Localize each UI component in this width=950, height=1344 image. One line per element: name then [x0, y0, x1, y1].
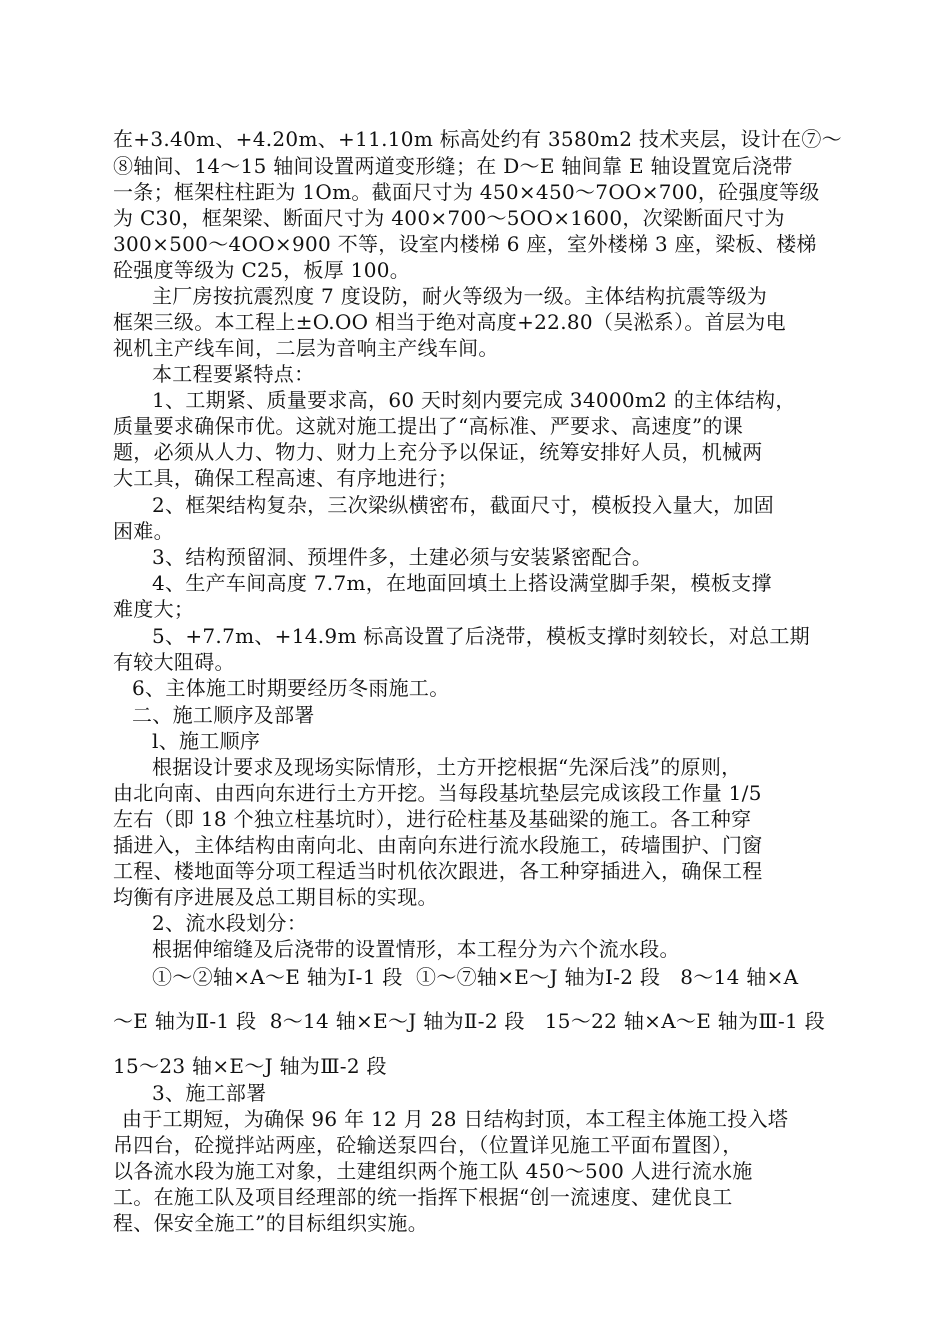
flow-section-line: ～E 轴为Ⅱ-1 段 8～14 轴×E～J 轴为Ⅱ-2 段 15～22 轴×A～E 轴为Ⅲ-1 段	[113, 1009, 826, 1033]
text-line: 质量要求确保市优。这就对施工提出了“高标准、严要求、高速度”的课	[113, 414, 744, 438]
text-line: 框架三级。本工程上±O.OO 相当于绝对高度+22.80（吴淞系）。首层为电	[113, 310, 786, 334]
text-line: 主厂房按抗震烈度 7 度设防，耐火等级为一级。主体结构抗震等级为	[152, 284, 768, 308]
text-line: 视机主产线车间，二层为音响主产线车间。	[113, 336, 499, 360]
text-line: 吊四台，砼搅拌站两座，砼输送泵四台，（位置详见施工平面布置图），	[113, 1133, 743, 1157]
text-line: 左右（即 18 个独立柱基坑时），进行砼柱基及基础梁的施工。各工种穿	[113, 807, 752, 831]
text-line: 由北向南、由西向东进行土方开挖。当每段基坑垫层完成该段工作量 1/5	[113, 781, 762, 805]
text-line: 一条；框架柱柱距为 1Om。截面尺寸为 450×450～7OO×700，砼强度等级	[113, 180, 820, 204]
text-line: 大工具，确保工程高速、有序地进行；	[113, 466, 459, 490]
text-line: 2、框架结构复杂，三次梁纵横密布，截面尺寸，模板投入量大，加固	[152, 493, 775, 517]
text-line: 300×500～4OO×900 不等，设室内楼梯 6 座，室外楼梯 3 座，梁板、楼梯	[113, 232, 817, 256]
text-line: 5、+7.7m、+14.9m 标高设置了后浇带，模板支撑时刻较长，对总工期	[152, 624, 810, 648]
text-line: 工程、楼地面等分项工程适当时机依次跟进，各工种穿插进入，确保工程	[113, 859, 763, 883]
text-line: 在+3.40m、+4.20m、+11.10m 标高处约有 3580m2 技术夹层，设计在⑦～	[113, 127, 842, 151]
text-line: 根据伸缩缝及后浇带的设置情形，本工程分为六个流水段。	[152, 937, 680, 961]
text-line: ⑧轴间、14～15 轴间设置两道变形缝；在 D～E 轴间靠 E 轴设置宽后浇带	[113, 154, 793, 178]
text-line: 6、主体施工时期要经历冬雨施工。	[132, 676, 450, 700]
text-line: 均衡有序进展及总工期目标的实现。	[113, 885, 438, 909]
text-line: 难度大；	[113, 597, 195, 621]
text-line: 为 C30，框架梁、断面尺寸为 400×700～5OO×1600，次梁断面尺寸为	[113, 206, 785, 230]
flow-section-line: ①～②轴×A～E 轴为Ⅰ-1 段 ①～⑦轴×E～J 轴为Ⅰ-2 段 8～14 轴×A	[152, 965, 799, 989]
text-line: 由于工期短，为确保 96 年 12 月 28 日结构封顶，本工程主体施工投入塔	[122, 1107, 789, 1131]
text-line: 题，必须从人力、物力、财力上充分予以保证，统筹安排好人员，机械两	[113, 440, 763, 464]
flow-section-line: 15～23 轴×E～J 轴为Ⅲ-2 段	[113, 1054, 387, 1078]
subsection-heading: l、施工顺序	[152, 729, 261, 753]
text-line: 工。在施工队及项目经理部的统一指挥下根据“创一流速度、建优良工	[113, 1185, 733, 1209]
section-heading: 二、施工顺序及部署	[132, 703, 315, 727]
text-line: 困难。	[113, 519, 174, 543]
text-line: 插进入，主体结构由南向北、由南向东进行流水段施工，砖墙围护、门窗	[113, 833, 763, 857]
text-line: 3、结构预留洞、预埋件多，土建必须与安装紧密配合。	[152, 545, 653, 569]
text-line: 程、保安全施工”的目标组织实施。	[113, 1211, 429, 1235]
text-line: 4、生产车间高度 7.7m，在地面回填土上搭设满堂脚手架，模板支撑	[152, 571, 772, 595]
subsection-heading: 2、流水段划分：	[152, 911, 308, 935]
text-line: 本工程要紧特点：	[152, 362, 315, 386]
text-line: 有较大阻碍。	[113, 650, 235, 674]
subsection-heading: 3、施工部署	[152, 1081, 267, 1105]
text-line: 1、工期紧、质量要求高，60 天时刻内要完成 34000m2 的主体结构，	[152, 388, 796, 412]
text-line: 以各流水段为施工对象，土建组织两个施工队 450～500 人进行流水施	[113, 1159, 753, 1183]
text-line: 砼强度等级为 C25，板厚 100。	[113, 258, 411, 282]
text-line: 根据设计要求及现场实际情形，土方开挖根据“先深后浅”的原则，	[152, 755, 742, 779]
